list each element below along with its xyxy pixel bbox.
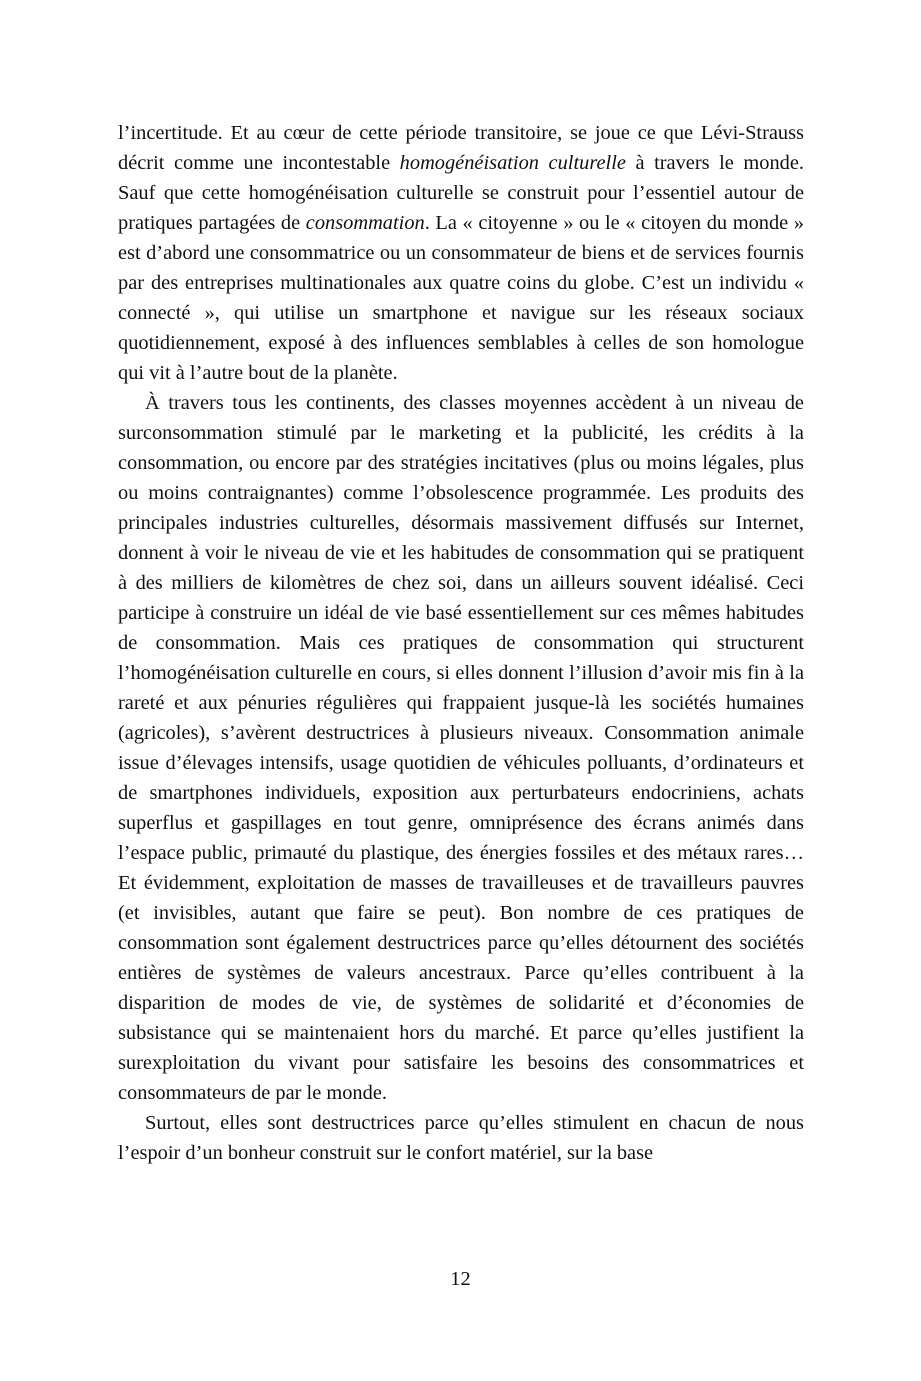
paragraph-2: À travers tous les continents, des classes moyennes accèdent à un niveau de surconsommation stimulé par le marketing et la publicité, les crédits à la consommation, ou encore par des stratégies incitatives (plus ou moins légales, plus ou moins contraignantes) comme l’obsolescence programmée. Les produits des principales industries culturelles, désormais massivement diffusés sur Internet, donnent à voir le niveau de vie et les habitudes de consommation qui se pratiquent à des milliers de kilomètres de chez soi, dans un ailleurs souvent idéalisé. Ceci participe à construire un idéal de vie basé essentiellement sur ces mêmes habitudes de consommation. Mais ces pratiques de consommation qui structurent l’homogénéisation culturelle en cours, si elles donnent l’illusion d’avoir mis fin à la rareté et aux pénuries régulières qui frappaient jusque-là les sociétés humaines (agricoles), s’avèrent destructrices à plusieurs niveaux. Consommation animale issue d’élevages intensifs, usage quotidien de véhicules polluants, d’ordinateurs et de smartphones individuels, exposition aux perturbateurs endocriniens, achats superflus et gaspillages en tout genre, omniprésence des écrans animés dans l’espace public, primauté du plastique, des énergies fossiles et des métaux rares… Et évidemment, exploitation de masses de travailleuses et de travailleurs pauvres (et invisibles, autant que faire se peut). Bon nombre de ces pratiques de consommation sont également destructrices parce qu’elles détournent des sociétés entières de systèmes de valeurs ancestraux. Parce qu’elles contribuent à la disparition de modes de vie, de systèmes de solidarité et d’économies de subsistance qui se maintenaient hors du marché. Et parce qu’elles justifient la surexploitation du vivant pour satisfaire les besoins des consommatrices et consommateurs de par le monde. [118,392,804,1104]
page-body [118,118,804,1168]
page-number: 12 [450,1268,471,1290]
paragraph-1 [118,118,804,388]
emphasis-homogeneisation: homogénéisation culturelle [399,152,626,174]
paragraph-1-text-b: à travers le monde. Sauf que cette homogénéisation culturelle se construit pour l’essentiel autour de pratiques partagées de [118,152,804,234]
emphasis-consommation: consommation [305,212,425,234]
paragraph-3: Surtout, elles sont destructrices parce qu’elles stimulent en chacun de nous l’espoir d’un bonheur construit sur le confort matériel, sur la base [118,1112,804,1164]
paragraph-1-text-a: l’incertitude. Et au cœur de cette période transitoire, se joue ce que Lévi-Strauss décrit comme une incontestable [118,122,804,174]
paragraph-1-text-c: . La « citoyenne » ou le « citoyen du monde » est d’abord une consommatrice ou un consommateur de biens et de services fournis par des entreprises multinationales aux quatre coins du globe. C’est un individu « connecté », qui utilise un smartphone et navigue sur les réseaux sociaux quotidiennement, exposé à des influences semblables à celles de son homologue qui vit à l’autre bout de la planète. [118,212,805,384]
